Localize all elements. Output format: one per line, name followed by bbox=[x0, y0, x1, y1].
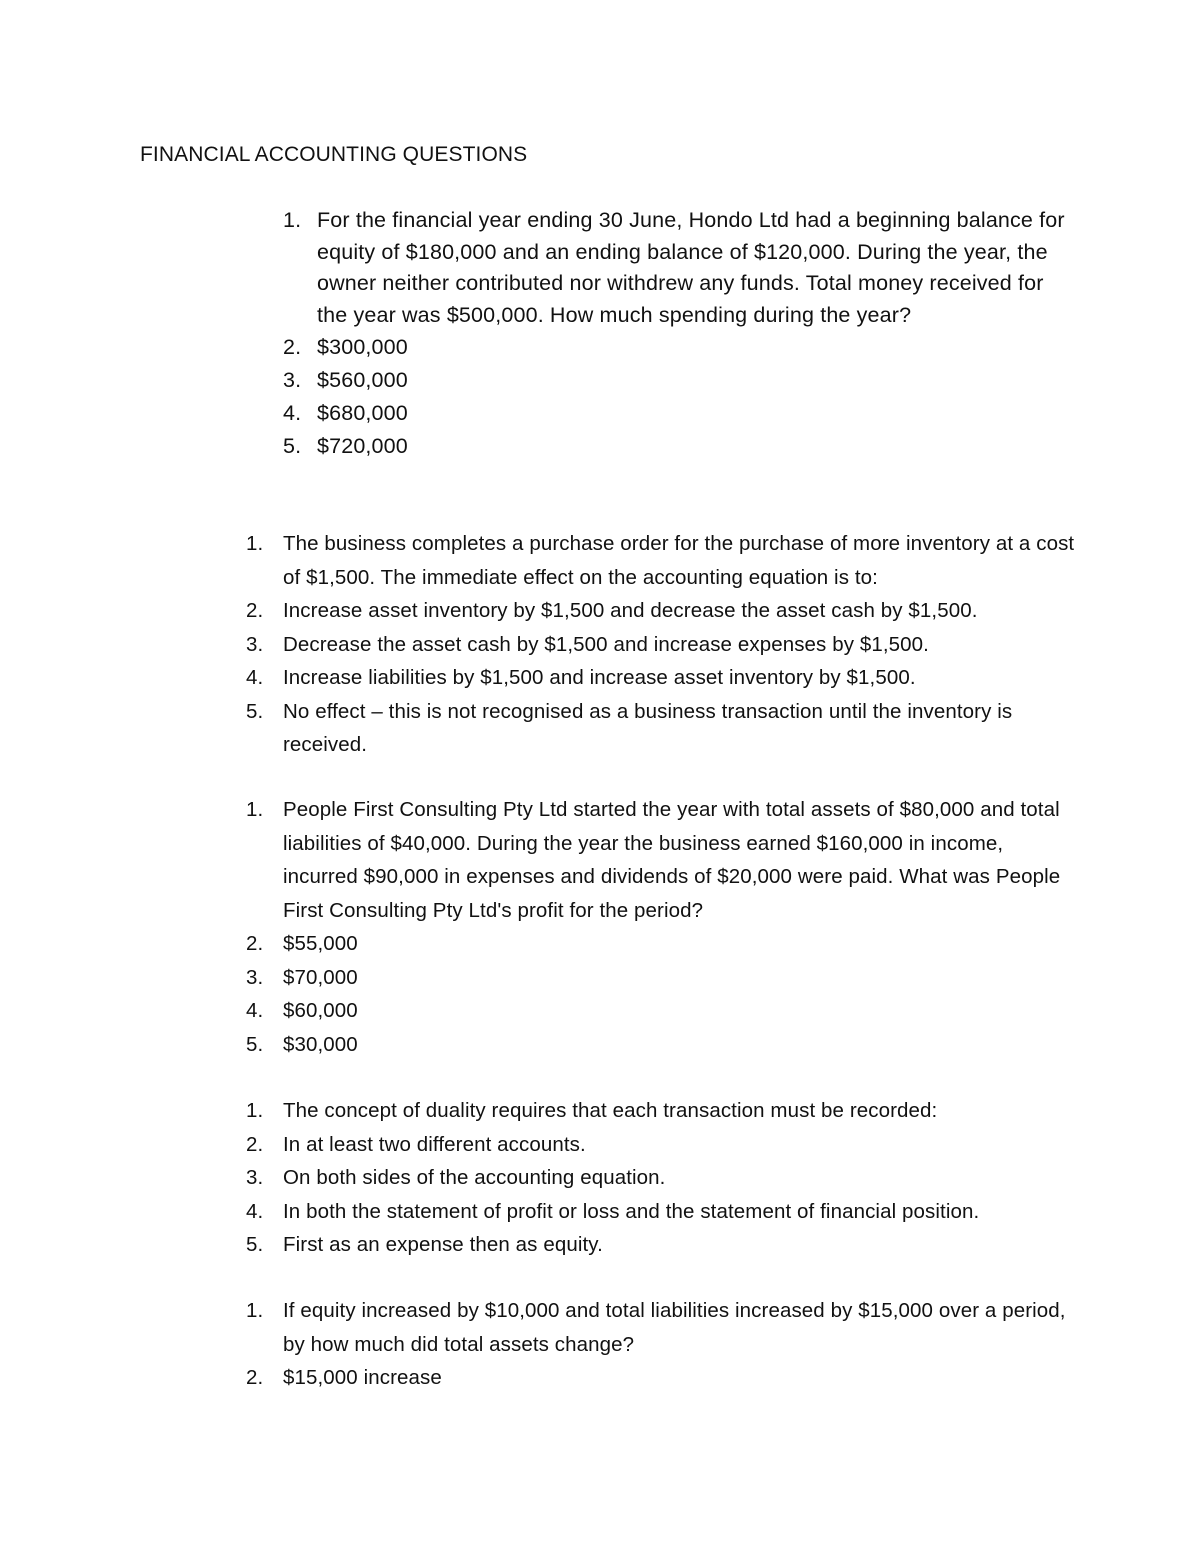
answer-option bbox=[246, 1195, 1083, 1229]
option-text: No effect – this is not recognised as a business transaction until the inventory is received. bbox=[283, 699, 1013, 756]
item-number: 4. bbox=[283, 401, 302, 425]
answer-option bbox=[246, 927, 1083, 961]
question-text: For the financial year ending 30 June, Hondo Ltd had a beginning balance for equity of $180,000 and an ending balance of $120,000. During the year, the owner neither contributed nor withdrew any funds. Total money received for the year was $500,000. How much spending during the year? bbox=[317, 208, 1065, 327]
item-number: 4. bbox=[246, 999, 264, 1022]
answer-option bbox=[246, 1361, 1083, 1395]
answer-option bbox=[246, 1028, 1083, 1062]
option-text: $300,000 bbox=[317, 335, 408, 359]
question-stem bbox=[246, 793, 1083, 927]
question-stem bbox=[246, 1094, 1083, 1128]
answer-option bbox=[283, 331, 1077, 364]
question-stem bbox=[283, 205, 1077, 331]
option-text: $55,000 bbox=[283, 932, 358, 955]
option-text: In both the statement of profit or loss and the statement of financial position. bbox=[283, 1199, 980, 1223]
question-4 bbox=[246, 1094, 1083, 1262]
question-text: The business completes a purchase order for the purchase of more inventory at a cost of $1,500. The immediate effect on the accounting equation is to: bbox=[283, 532, 1075, 589]
option-text: First as an expense then as equity. bbox=[283, 1233, 603, 1256]
option-text: $30,000 bbox=[283, 1032, 358, 1056]
option-text: $720,000 bbox=[317, 434, 408, 458]
answer-option bbox=[246, 695, 1083, 762]
answer-option bbox=[283, 364, 1077, 397]
question-text: The concept of duality requires that each transaction must be recorded: bbox=[283, 1099, 938, 1122]
option-text: Decrease the asset cash by $1,500 and increase expenses by $1,500. bbox=[283, 632, 929, 656]
option-text: In at least two different accounts. bbox=[283, 1132, 586, 1156]
item-number: 1. bbox=[246, 1299, 264, 1322]
item-number: 3. bbox=[283, 368, 302, 392]
item-number: 1. bbox=[246, 1099, 264, 1122]
item-number: 1. bbox=[283, 208, 302, 232]
option-text: Increase asset inventory by $1,500 and decrease the asset cash by $1,500. bbox=[283, 599, 978, 622]
answer-option bbox=[246, 628, 1083, 662]
item-number: 3. bbox=[246, 965, 264, 989]
question-text: If equity increased by $10,000 and total liabilities increased by $15,000 over a period, by how much did total assets change? bbox=[283, 1299, 1066, 1356]
item-number: 5. bbox=[283, 434, 302, 458]
answer-option bbox=[246, 961, 1083, 995]
document-title: FINANCIAL ACCOUNTING QUESTIONS bbox=[140, 143, 528, 166]
answer-option bbox=[283, 397, 1077, 430]
answer-option bbox=[246, 661, 1083, 695]
option-text: $560,000 bbox=[317, 368, 408, 392]
item-number: 4. bbox=[246, 666, 264, 689]
item-number: 3. bbox=[246, 1166, 264, 1189]
item-number: 2. bbox=[246, 599, 264, 622]
item-number: 1. bbox=[246, 532, 264, 555]
item-number: 5. bbox=[246, 1233, 264, 1256]
answer-option bbox=[246, 1161, 1083, 1195]
option-text: $60,000 bbox=[283, 999, 358, 1022]
option-text: Increase liabilities by $1,500 and increase asset inventory by $1,500. bbox=[283, 666, 916, 689]
item-number: 5. bbox=[246, 699, 264, 723]
option-text: $70,000 bbox=[283, 965, 358, 989]
item-number: 2. bbox=[246, 1132, 264, 1156]
answer-option bbox=[283, 430, 1077, 463]
option-text: On both sides of the accounting equation. bbox=[283, 1166, 666, 1189]
question-2 bbox=[246, 527, 1083, 762]
item-number: 3. bbox=[246, 632, 264, 656]
item-number: 5. bbox=[246, 1032, 264, 1056]
answer-option bbox=[246, 1128, 1083, 1162]
answer-option bbox=[246, 594, 1083, 628]
question-stem bbox=[246, 527, 1083, 594]
item-number: 2. bbox=[246, 1366, 264, 1389]
answer-option bbox=[246, 1228, 1083, 1262]
answer-option bbox=[246, 994, 1083, 1028]
item-number: 1. bbox=[246, 798, 264, 821]
item-number: 4. bbox=[246, 1199, 264, 1223]
question-5 bbox=[246, 1294, 1083, 1395]
option-text: $15,000 increase bbox=[283, 1366, 442, 1389]
question-text: People First Consulting Pty Ltd started the year with total assets of $80,000 and total liabilities of $40,000. During the year the business earned $160,000 in income, incurred $90,000 in expenses and dividends of $20,000 were paid. What was People First Consulting Pty Ltd's profit for the period? bbox=[283, 798, 1061, 922]
item-number: 2. bbox=[283, 335, 302, 359]
question-3 bbox=[246, 793, 1083, 1061]
question-1 bbox=[283, 205, 1077, 463]
question-stem bbox=[246, 1294, 1083, 1361]
option-text: $680,000 bbox=[317, 401, 408, 425]
item-number: 2. bbox=[246, 932, 264, 955]
